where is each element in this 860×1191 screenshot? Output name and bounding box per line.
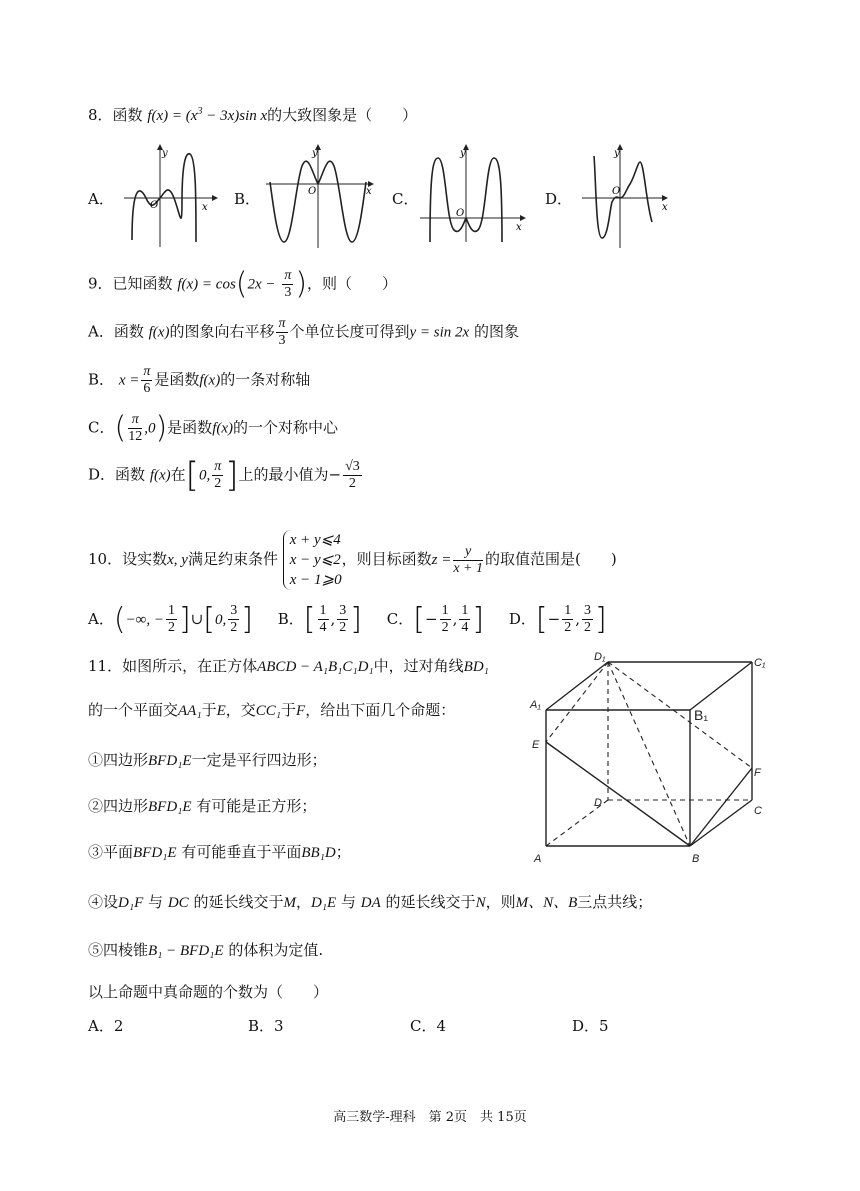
q10-option-c: C．[− $\frac{1}{2}$ , $\frac{1}{4}$ ]	[386, 601, 485, 637]
label-d1: D₁	[594, 651, 606, 663]
q8-graph-b	[262, 142, 377, 252]
q8-option-d-label: D．	[545, 190, 573, 208]
q11-option-b: B．3	[248, 1017, 284, 1035]
q9-option-c: C．( $\frac{\pi}{12}$ ,0)是函数f(x)的一个对称中心	[88, 410, 339, 446]
q10-option-d: D．[− $\frac{1}{2}$ , $\frac{3}{2}$ ]	[508, 601, 607, 637]
q11-prop-3: ③平面BFD₁E 有可能垂直于平面BB₁D；	[88, 843, 351, 861]
page-footer: 高三数学-理科 第 2页 共 15页	[333, 1110, 527, 1125]
q9-option-b: B． x = $\frac{\pi}{6}$ 是函数f(x)的一条对称轴	[88, 364, 311, 396]
svg-text:x: x	[662, 202, 668, 213]
svg-text:O: O	[150, 200, 159, 211]
q11-prop-1: ①四边形BFD₁E一定是平行四边形；	[88, 751, 327, 769]
q8-option-b-label: B．	[234, 190, 261, 208]
svg-text:O: O	[612, 186, 621, 197]
svg-text:O: O	[456, 208, 465, 219]
q11-option-a: A．2	[88, 1017, 124, 1035]
q11-prop-4: ④设D₁F 与 DC 的延长线交于M，D₁E 与 DA 的延长线交于N，则M、N、B三点共线；	[88, 893, 653, 911]
q8-graph-a	[120, 142, 220, 252]
svg-text:x: x	[366, 186, 372, 197]
label-c1: C₁	[754, 657, 766, 669]
q9-stem: 9．已知函数 f(x) = cos(2x − $\frac{\pi}{3}$ )，则（ ）	[88, 266, 398, 302]
q11-line2: 的一个平面交AA₁于E，交CC₁于F，给出下面几个命题：	[88, 701, 456, 719]
label-f: F	[754, 767, 761, 779]
label-d: D	[594, 797, 602, 809]
q8-stem: 8．函数 $f(x) = (x^3 - 3x)\sin$ x的大致图象是（ ）	[88, 106, 418, 124]
label-a1: A₁	[530, 699, 541, 711]
q8-graph-c	[418, 142, 528, 252]
label-b1: B₁	[694, 707, 709, 723]
q11-option-c: C．4	[410, 1017, 447, 1035]
q8-option-a-label: A．	[88, 190, 114, 208]
svg-text:y: y	[460, 148, 466, 159]
q11-cube-figure	[528, 648, 768, 868]
q8-option-c-label: C．	[392, 190, 419, 208]
q11-prop-2: ②四边形BFD₁E 有可能是正方形；	[88, 797, 317, 815]
q9-option-a: A．函数 f(x)的图象向右平移 $\frac{\pi}{3}$ 个单位长度可得到y = sin 2x 的图象	[88, 316, 520, 348]
q11-prop-5: ⑤四棱锥B₁ − BFD₁E 的体积为定值.	[88, 941, 324, 959]
q11-summary: 以上命题中真命题的个数为（ ）	[88, 983, 329, 1001]
svg-text:x: x	[516, 222, 522, 233]
svg-text:y: y	[162, 148, 168, 159]
q8-graph-d	[578, 142, 688, 252]
label-b: B	[692, 853, 700, 865]
svg-text:x: x	[202, 202, 208, 213]
q11-option-d: D．5	[572, 1017, 609, 1035]
svg-text:y: y	[614, 148, 620, 159]
label-c: C	[754, 805, 762, 817]
q10-option-a: A．(−∞, − $\frac{1}{2}$ ]∪[0, $\frac{3}{2}$ ]	[88, 601, 253, 637]
label-e: E	[532, 739, 540, 751]
q9-option-d: D．函数 f(x)在[0, $\frac{\pi}{2}$ ]上的最小值为− $\frac{√3}{2}$	[88, 455, 360, 496]
svg-text:y: y	[312, 148, 318, 159]
q10-option-b: B．[ $\frac{1}{4}$ , $\frac{3}{2}$ ]	[277, 601, 363, 637]
svg-text:O: O	[308, 186, 317, 197]
label-a: A	[534, 853, 542, 865]
q10-constraint-system: x + y⩽4 x − y⩽2 x − 1⩾0	[283, 530, 342, 590]
q10-options	[88, 603, 607, 636]
q10-stem: 10．设实数x, y满足约束条件 x + y⩽4 x − y⩽2 x − 1⩾0 ，则目标函数z = $\frac{y}{x + 1}$ 的取值范围是( )	[88, 532, 617, 588]
q11-line1: 11．如图所示，在正方体ABCD − A₁B₁C₁D₁中，过对角线BD₁	[88, 657, 489, 675]
